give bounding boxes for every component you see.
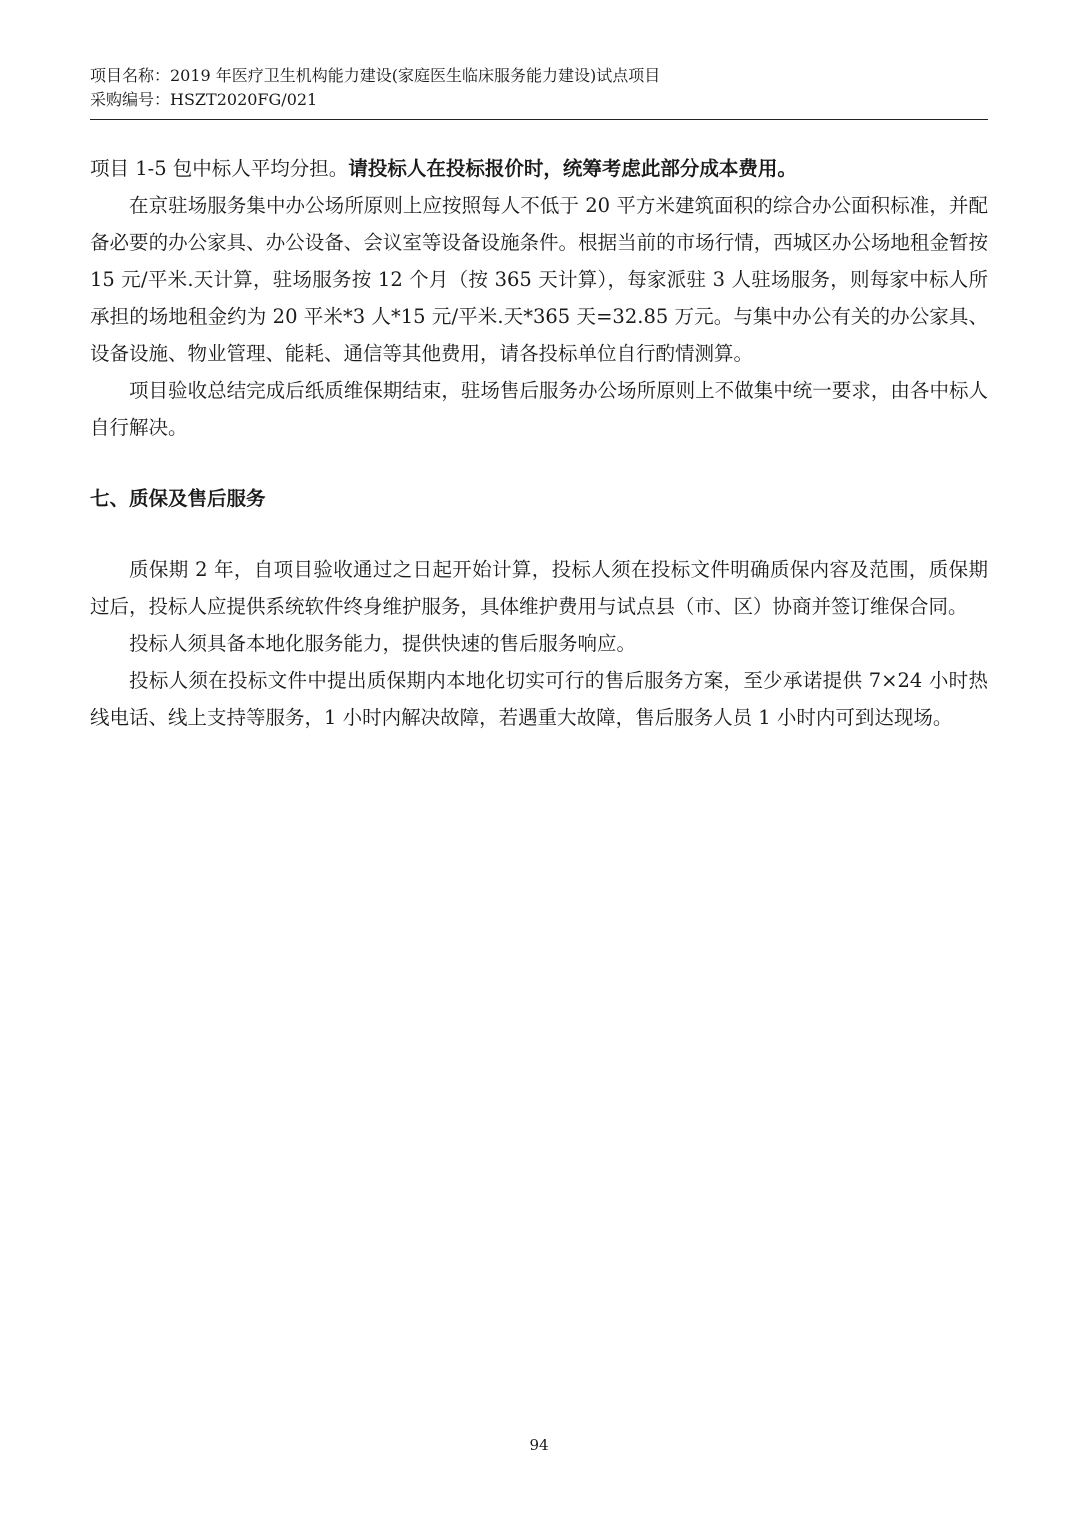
paragraph-warranty-period: 质保期 2 年，自项目验收通过之日起开始计算，投标人须在投标文件明确质保内容及范围，质保期过后，投标人应提供系统软件终身维护服务，具体维护费用与试点县（市、区）协商并签订维保合同。: [90, 558, 988, 618]
paragraph-after-acceptance: 项目验收总结完成后纸质维保期结束，驻场售后服务办公场所原则上不做集中统一要求，由各中标人自行解决。: [90, 379, 988, 439]
page-header: [90, 64, 988, 112]
header-divider: [90, 119, 988, 120]
paragraph-local-service: 投标人须具备本地化服务能力，提供快速的售后服务响应。: [129, 632, 637, 655]
project-name: 项目名称：2019 年医疗卫生机构能力建设(家庭医生临床服务能力建设)试点项目: [90, 66, 661, 85]
page-number: 94: [529, 1436, 549, 1454]
paragraph-office-rent: 在京驻场服务集中办公场所原则上应按照每人不低于 20 平方米建筑面积的综合办公面积标准，并配备必要的办公家具、办公设备、会议室等设备设施条件。根据当前的市场行情，西城区办公场地租金暂按 15 元/平米.天计算，驻场服务按 12 个月（按 365 天计算），每家派驻 3 人驻场服务，则每家中标人所承担的场地租金约为 20 平米*3 人*15 元/平米.天*365 天=32.85 万元。与集中办公有关的办公家具、设备设施、物业管理、能耗、通信等其他费用，请各投标单位自行酌情测算。: [90, 194, 988, 365]
cost-sharing-text: 项目 1-5 包中标人平均分担。: [90, 157, 349, 180]
section-heading-warranty: 七、质保及售后服务: [90, 487, 266, 510]
paragraph-cost-sharing: [90, 150, 988, 187]
document-body: [90, 150, 988, 736]
procurement-number: 采购编号：HSZT2020FG/021: [90, 90, 318, 109]
paragraph-service-plan: 投标人须在投标文件中提出质保期内本地化切实可行的售后服务方案，至少承诺提供 7×24 小时热线电话、线上支持等服务，1 小时内解决故障，若遇重大故障，售后服务人员 1 小时内可到达现场。: [90, 669, 988, 729]
cost-sharing-emphasis: 请投标人在投标报价时，统筹考虑此部分成本费用。: [348, 157, 797, 180]
